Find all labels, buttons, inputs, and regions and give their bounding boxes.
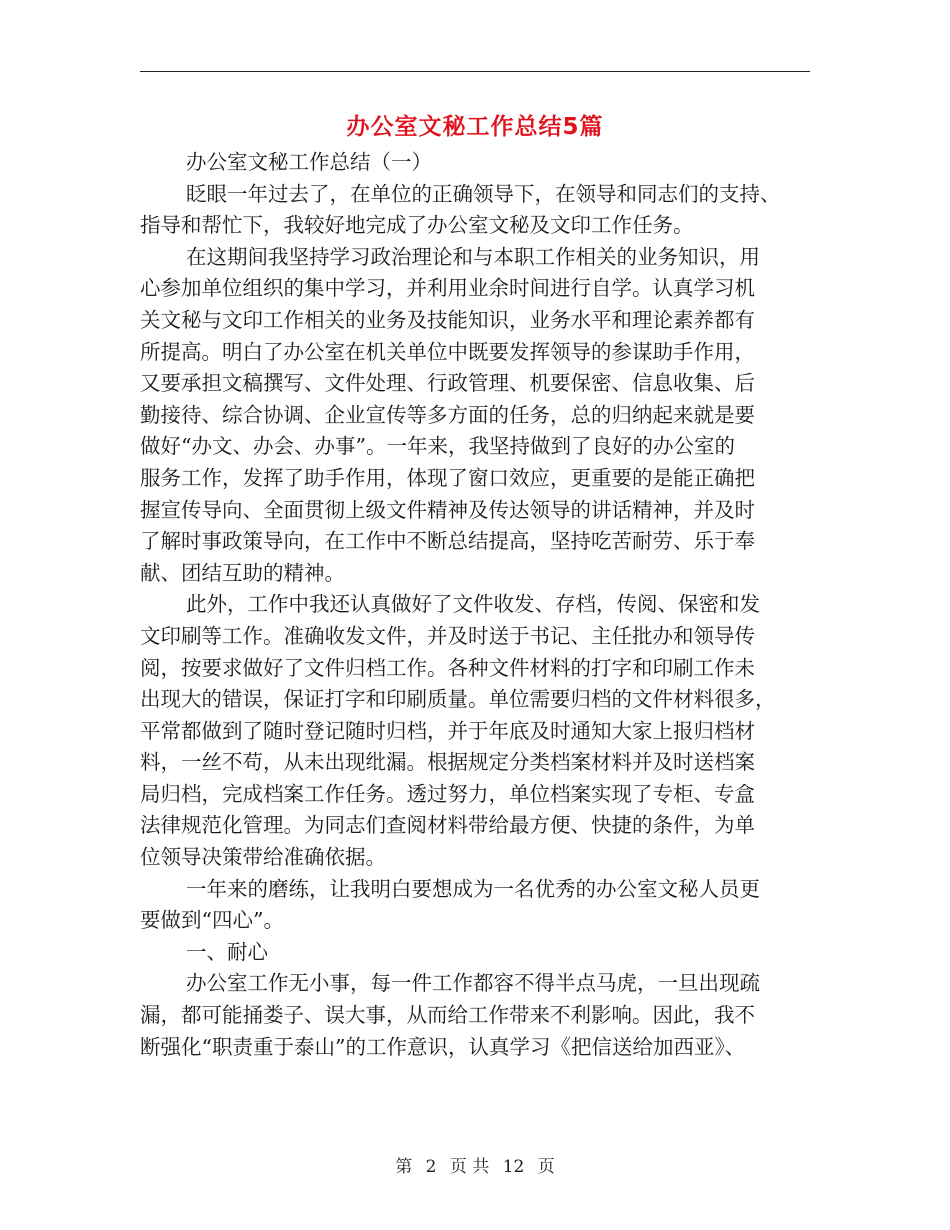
text-line: 所提高。明白了办公室在机关单位中既要发挥领导的参谋助手作用， — [140, 339, 755, 364]
text-line: 要做到“四心”。 — [140, 908, 284, 933]
text-line: 位领导决策带给准确依据。 — [140, 845, 386, 870]
text-line: 眨眼一年过去了，在单位的正确领导下，在领导和同志们的支持、 — [186, 181, 781, 206]
text-line: 文印刷等工作。准确收发文件，并及时送于书记、主任批办和领导传 — [140, 623, 755, 648]
text-line: 又要承担文稿撰写、文件处理、行政管理、机要保密、信息收集、后 — [140, 371, 755, 396]
footer-current-page: 2 — [425, 1157, 437, 1177]
document-body — [140, 147, 812, 1063]
text-line: 此外，工作中我还认真做好了文件收发、存档，传阅、保密和发 — [186, 592, 760, 617]
text-line: 出现大的错误，保证打字和印刷质量。单位需要归档的文件材料很多， — [140, 687, 776, 712]
footer-suffix: 页 — [537, 1157, 555, 1177]
text-line: 局归档，完成档案工作任务。透过努力，单位档案实现了专柜、专盒 — [140, 781, 755, 806]
text-line: 勤接待、综合协调、企业宣传等多方面的任务，总的归纳起来就是要 — [140, 402, 755, 427]
text-line: 握宣传导向、全面贯彻上级文件精神及传达领导的讲话精神，并及时 — [140, 497, 755, 522]
text-line: 献、团结互助的精神。 — [140, 560, 345, 585]
text-line: 一、耐心 — [186, 939, 268, 964]
text-line: 漏，都可能捅娄子、误大事，从而给工作带来不利影响。因此，我不 — [140, 1003, 755, 1028]
text-line: 做好“办文、办会、办事”。一年来，我坚持做到了良好的办公室的 — [140, 434, 735, 459]
header-rule — [140, 71, 810, 72]
text-line: 了解时事政策导向，在工作中不断总结提高，坚持吃苦耐劳、乐于奉 — [140, 529, 755, 554]
text-line: 办公室工作无小事，每一件工作都容不得半点马虎，一旦出现疏 — [186, 971, 760, 996]
text-line: 指导和帮忙下，我较好地完成了办公室文秘及文印工作任务。 — [140, 213, 694, 238]
footer-prefix: 第 — [395, 1157, 413, 1177]
text-line: 一年来的磨练，让我明白要想成为一名优秀的办公室文秘人员更 — [186, 876, 760, 901]
footer-middle: 页 共 — [449, 1157, 490, 1177]
text-line: 心参加单位组织的集中学习，并利用业余时间进行自学。认真学习机 — [140, 276, 755, 301]
footer-total-pages: 12 — [502, 1157, 525, 1177]
text-line: 平常都做到了随时登记随时归档，并于年底及时通知大家上报归档材 — [140, 718, 755, 743]
text-line: 阅，按要求做好了文件归档工作。各种文件材料的打字和印刷工作未 — [140, 655, 755, 680]
page-footer — [0, 1152, 950, 1177]
text-line: 服务工作，发挥了助手作用，体现了窗口效应，更重要的是能正确把 — [140, 465, 755, 490]
text-line: 断强化“职责重于泰山”的工作意识，认真学习《把信送给加西亚》、 — [140, 1034, 746, 1059]
text-line: 办公室文秘工作总结（一） — [186, 150, 432, 174]
text-line: 法律规范化管理。为同志们查阅材料带给最方便、快捷的条件，为单 — [140, 813, 755, 838]
document-title: 办公室文秘工作总结5篇 — [346, 114, 604, 140]
text-line: 关文秘与文印工作相关的业务及技能知识，业务水平和理论素养都有 — [140, 307, 755, 332]
text-line: 在这期间我坚持学习政治理论和与本职工作相关的业务知识，用 — [186, 244, 760, 269]
text-line: 料，一丝不苟，从未出现纰漏。根据规定分类档案材料并及时送档案 — [140, 750, 755, 775]
